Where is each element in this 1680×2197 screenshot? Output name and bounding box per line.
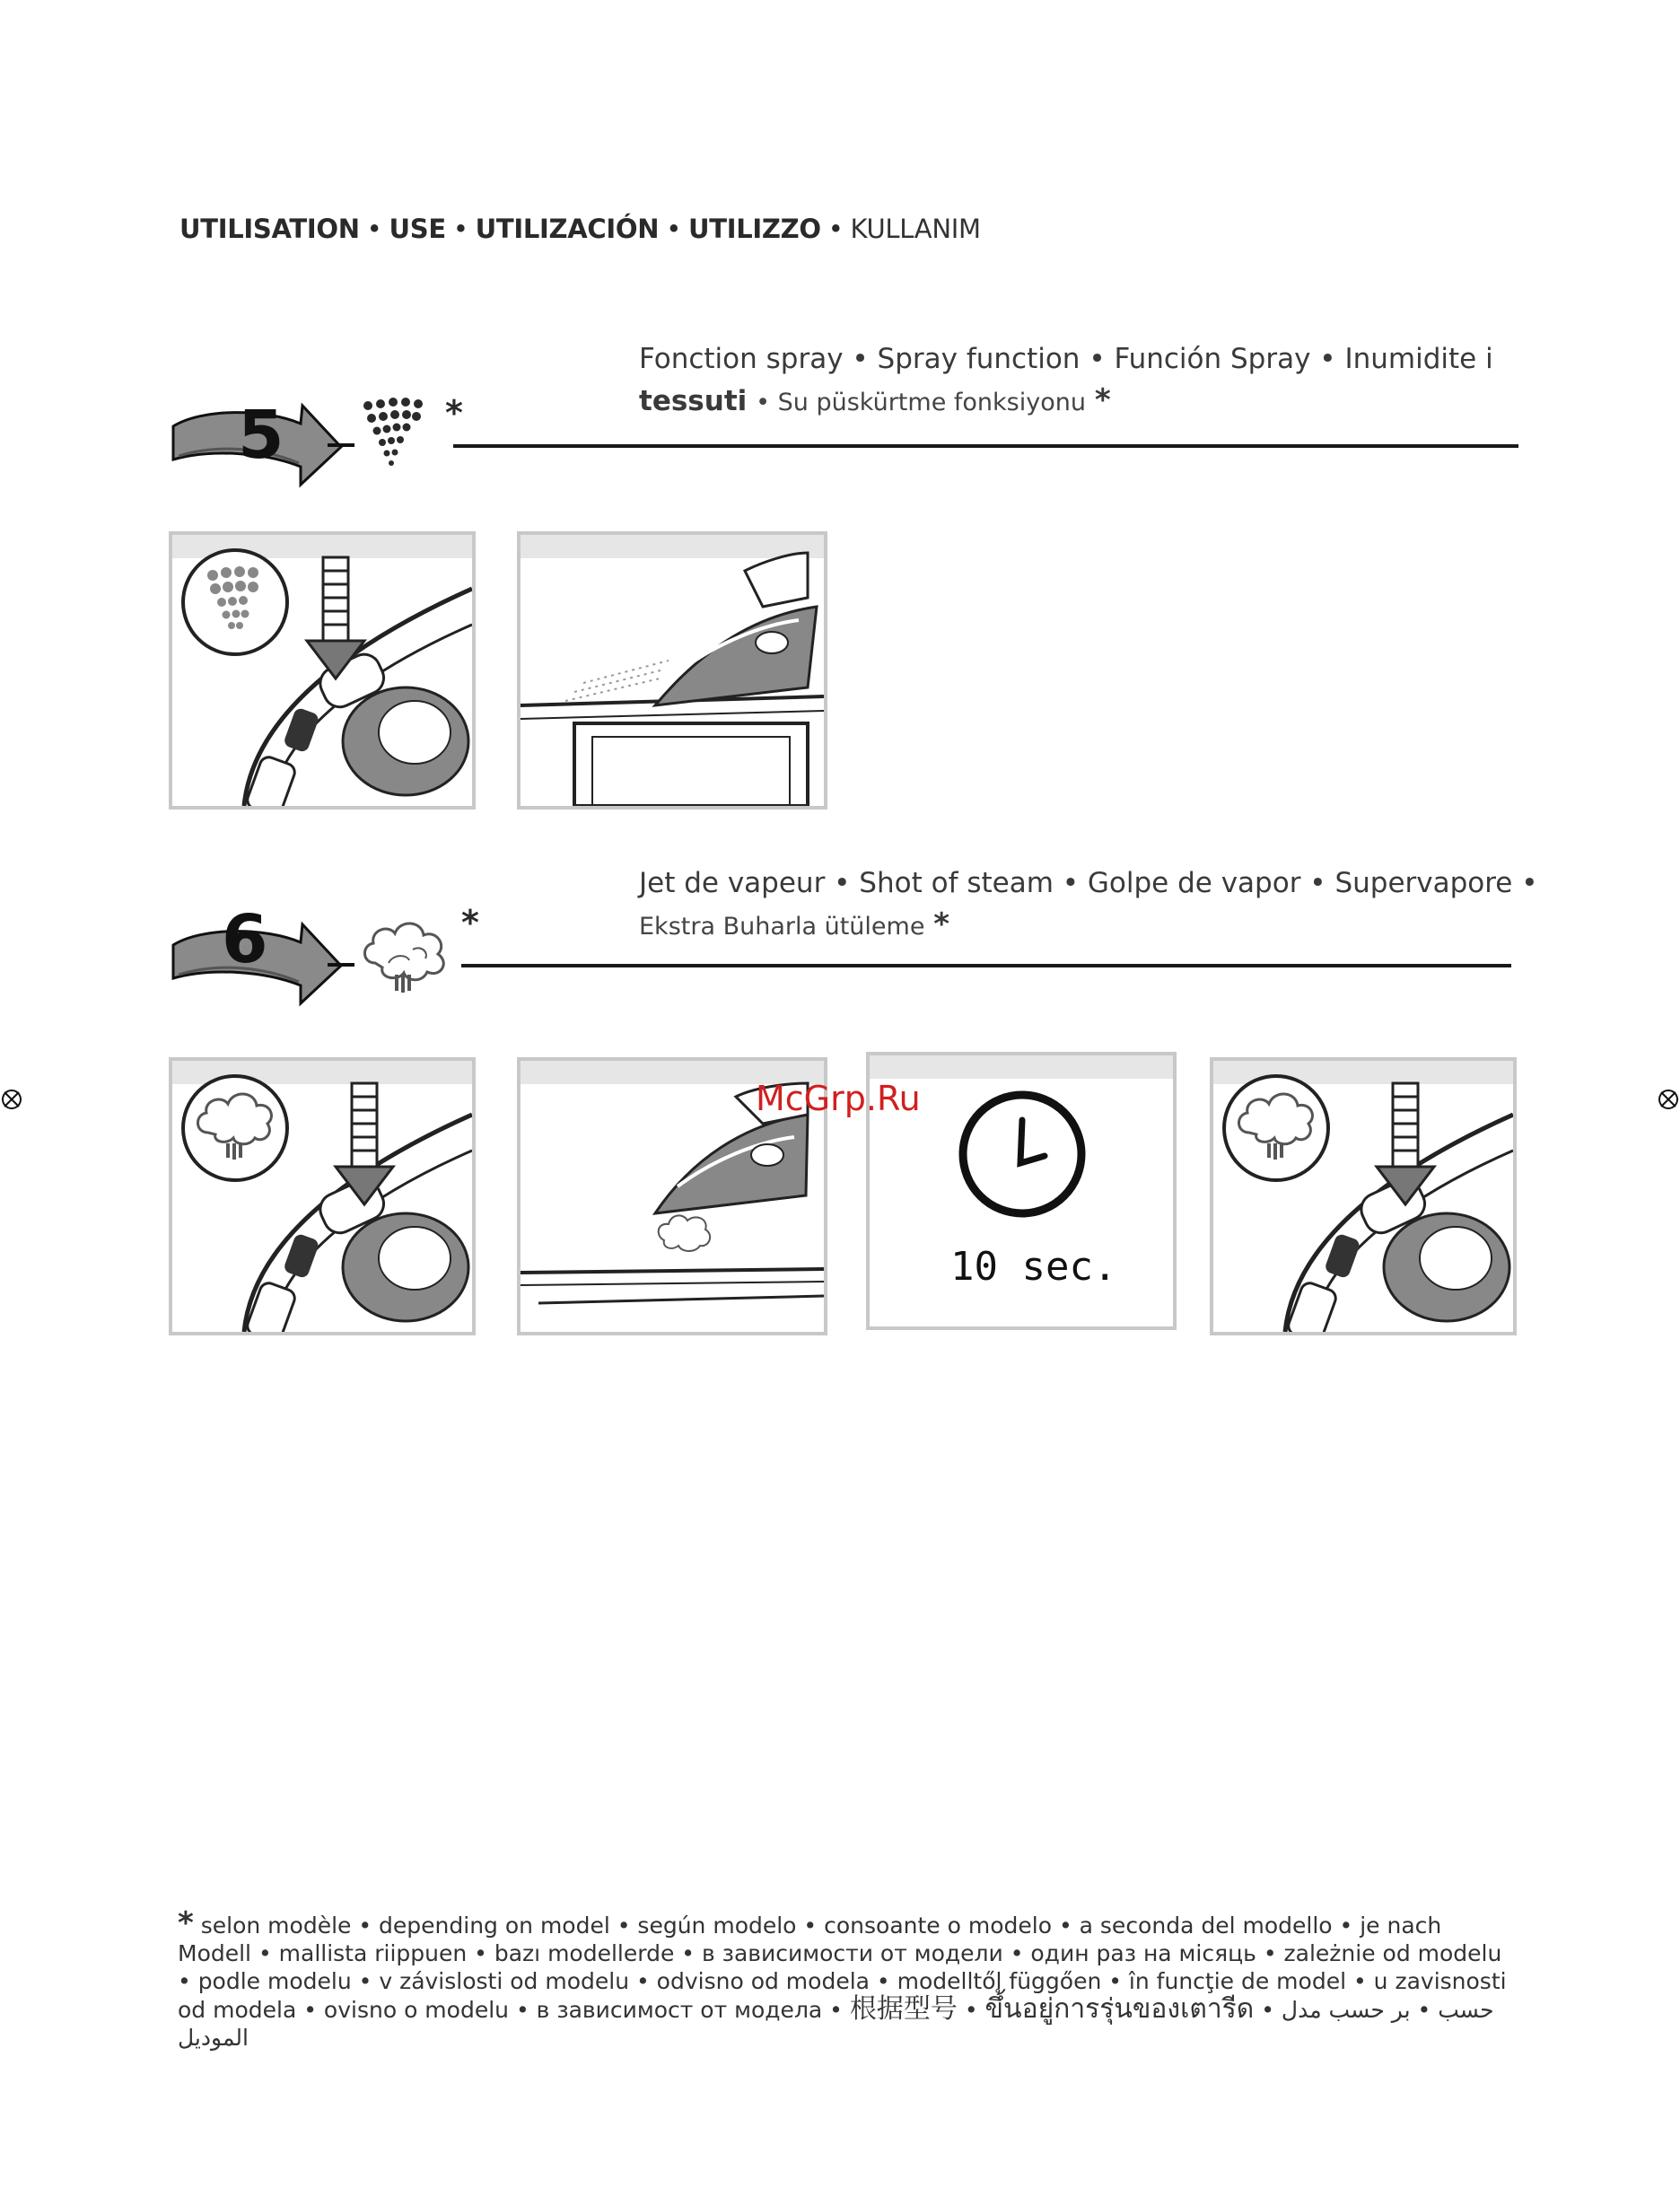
steam-cloud-icon — [357, 914, 456, 994]
registration-mark-right — [1657, 1088, 1680, 1111]
illustration-steam-button — [169, 1057, 476, 1335]
watermark: McGrp.Ru — [756, 1079, 921, 1118]
step-5-number: 5 — [238, 397, 284, 474]
model-asterisk: * — [445, 393, 463, 433]
footer-note: * selon modèle • depending on model • según modelo • consoante o modelo • a seconda del modello • je nach Modell • mallista riippuen • bazı modellerde • в зависимости от модели • один раз на місяць • zależnie od modelu • podle modelu • v závislosti od modelu • odvisno od modela • modelltől függően • în funcţie de model • u zavisnosti od modela • ovisno o modelu • в зависимост от модела • 根据型号 • ขึ้นอยู่การรุ่นของเตารีด • بر حسب مدل • حسب الموديل — [178, 1905, 1507, 2051]
section-6-title: Jet de vapeur • Shot of steam • Golpe de vapor • Supervapore • Ekstra Buharla ütüleme * — [639, 867, 1538, 942]
spray-icon — [357, 395, 447, 476]
illustration-steam-button-repeat — [1210, 1057, 1517, 1335]
page-header: UTILISATION • USE • UTILIZACIÓN • UTILIZZO • KULLANIM — [179, 214, 981, 244]
timer-label: 10 sec. — [950, 1244, 1117, 1290]
header-item: UTILIZZO — [688, 214, 821, 244]
model-asterisk: * — [461, 903, 479, 942]
section-5-rule — [453, 444, 1518, 448]
illustration-spray-ironing — [517, 531, 827, 810]
step-6-number: 6 — [222, 901, 268, 978]
illustration-spray-button — [169, 531, 476, 810]
section-6-rule — [461, 964, 1511, 967]
header-item: USE — [389, 214, 446, 244]
step-5-arrow — [166, 377, 346, 494]
header-item: UTILIZACIÓN — [475, 214, 660, 244]
header-item: KULLANIM — [850, 214, 981, 244]
step-6-arrow — [166, 896, 346, 1012]
section-5-title: Fonction spray • Spray function • Función Spray • Inumidite i tessuti • Su püskürtme fonksiyonu * — [639, 343, 1493, 418]
header-item: UTILISATION — [179, 214, 360, 244]
registration-mark-left — [0, 1088, 23, 1111]
